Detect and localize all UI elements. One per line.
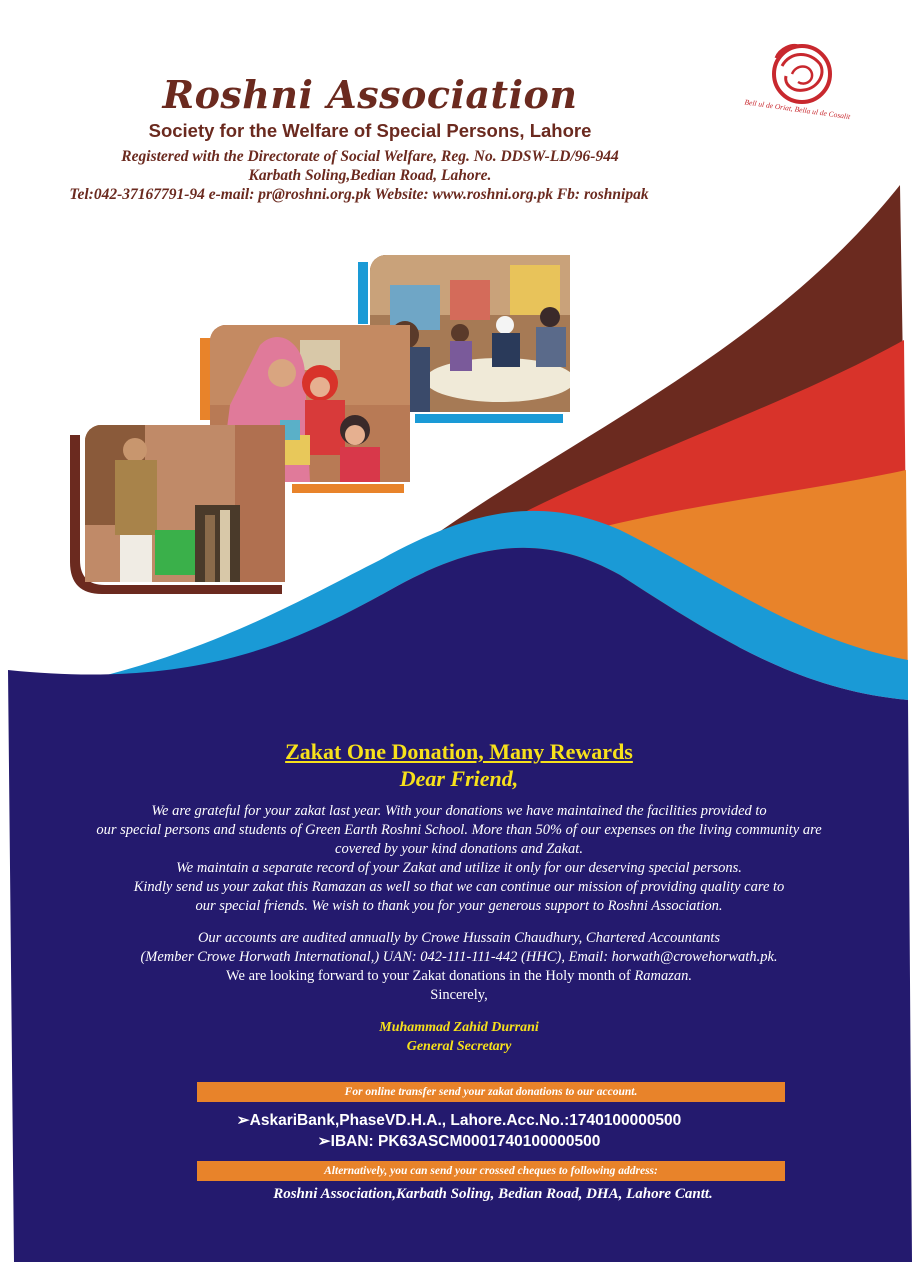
registration-line: Registered with the Directorate of Social Welfare, Reg. No. DDSW-LD/96-944 — [121, 148, 619, 165]
letter-title: Zakat One Donation, Many Rewards — [285, 739, 633, 764]
body-line: our special friends. We wish to thank you for your generous support to Roshni Association. — [195, 898, 723, 914]
bank-line: ➢AskariBank,PhaseVD.H.A., Lahore.Acc.No.:1740100000500 — [236, 1112, 682, 1129]
letter-greeting: Dear Friend, — [399, 766, 519, 791]
body-line: our special persons and students of Green Earth Roshni School. More than 50% of our expenses on the living community are — [96, 822, 822, 838]
cheque-bar: Alternatively, you can send your crossed cheques to following address: — [197, 1161, 785, 1181]
body-line: Kindly send us your zakat this Ramazan as well so that we can continue our mission of providing quality care to — [133, 879, 785, 895]
bank-details — [0, 1110, 918, 1152]
closing: Sincerely, — [430, 987, 488, 1003]
logo-caption: Bell ul de Oriat, Bella ul de Cosalit — [743, 97, 851, 122]
letter-body — [20, 802, 898, 1005]
address-line: Karbath Soling,Bedian Road, Lahore. — [248, 167, 492, 184]
photo-man-with-bags — [85, 425, 285, 582]
body-line: Our accounts are audited annually by Crowe Hussain Chaudhury, Chartered Accountants — [197, 930, 721, 946]
body-line: covered by your kind donations and Zakat. — [335, 841, 583, 857]
online-transfer-bar: For online transfer send your zakat donations to our account. — [197, 1082, 785, 1102]
frame-accent-orange-bottom — [292, 484, 404, 493]
org-name: Roshni Association — [162, 72, 578, 117]
contact-line: Tel:042-37167791-94 e-mail: pr@roshni.org.pk Website: www.roshni.org.pk Fb: roshnipak — [69, 186, 649, 203]
roshni-logo — [740, 36, 868, 136]
body-line: (Member Crowe Horwath International,) UAN: 042-111-111-442 (HHC), Email: horwath@crowehorwath.pk. — [140, 949, 778, 965]
signer-title: General Secretary — [406, 1039, 512, 1054]
body-line: We maintain a separate record of your Zakat and utilize it only for our deserving special persons. — [176, 860, 742, 876]
frame-accent-blue-bottom — [415, 414, 563, 423]
frame-accent-blue — [358, 262, 368, 324]
iban-line: ➢IBAN: PK63ASCM0001740100000500 — [317, 1133, 601, 1150]
forward-month: Ramazan. — [634, 968, 692, 984]
forward-line — [20, 967, 898, 986]
cheque-address: Roshni Association,Karbath Soling, Bedian Road, DHA, Lahore Cantt. — [273, 1186, 713, 1202]
body-line: We are grateful for your zakat last year. With your donations we have maintained the facilities provided to — [151, 803, 767, 819]
signer-name: Muhammad Zahid Durrani — [379, 1020, 539, 1035]
frame-accent-orange — [200, 338, 210, 420]
forward-main: We are looking forward to your Zakat donations in the Holy month of — [226, 968, 635, 984]
org-subtitle: Society for the Welfare of Special Persons, Lahore — [148, 120, 592, 141]
man-bags-photo-icon — [85, 425, 285, 582]
signature-block — [0, 1018, 918, 1056]
